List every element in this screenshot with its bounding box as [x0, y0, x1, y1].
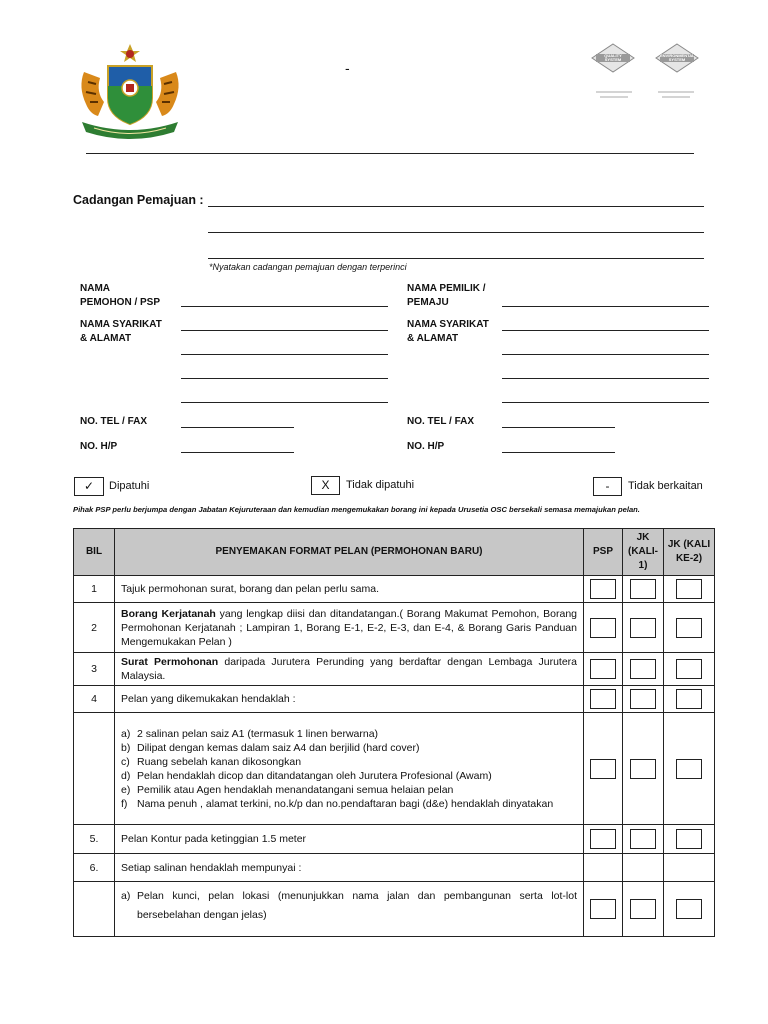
psp-checkbox[interactable]	[590, 579, 616, 599]
header-center-mark: -	[345, 60, 350, 76]
proposal-note: *Nyatakan cadangan pemajuan dengan terperinci	[209, 262, 407, 272]
header-title: PENYEMAKAN FORMAT PELAN (PERMOHONAN BARU)	[115, 529, 584, 576]
company-address-line-4[interactable]	[181, 402, 388, 403]
jk1-cell	[623, 882, 664, 937]
hp-line[interactable]	[181, 452, 294, 453]
proposal-label: Cadangan Pemajuan :	[73, 193, 204, 207]
row-number	[74, 882, 115, 937]
applicant-name-line[interactable]	[181, 306, 388, 307]
row-number	[74, 713, 115, 825]
proposal-input-line-3[interactable]	[208, 258, 704, 259]
psp-checkbox[interactable]	[590, 618, 616, 638]
tel-line[interactable]	[181, 427, 294, 428]
legend-not-complied-label: Tidak dipatuhi	[346, 479, 415, 491]
jk2-checkbox[interactable]	[676, 899, 702, 919]
table-row	[74, 713, 715, 825]
owner-address-line-2[interactable]	[502, 354, 709, 355]
owner-address-line-1[interactable]	[502, 330, 709, 331]
owner-label: NAMA PEMILIK / PEMAJU	[407, 283, 486, 308]
list-item: a) 2 salinan pelan saiz A1 (termasuk 1 linen berwarna)	[121, 727, 379, 740]
jk1-checkbox[interactable]	[630, 659, 656, 679]
jk2-checkbox[interactable]	[676, 618, 702, 638]
owner-hp-line[interactable]	[502, 452, 615, 453]
row-subitems	[115, 882, 584, 937]
jk2-cell	[664, 825, 715, 854]
cert-caption-left	[592, 88, 636, 100]
environmental-system-cert-title: ENVIRONMENTAL SYSTEM	[660, 53, 695, 62]
instruction-text: Pihak PSP perlu berjumpa dengan Jabatan Kejuruteraan dan kemudian mengemukakan borang ini kepada Urusetia OSC bersekali semasa memajukan pelan.	[73, 505, 640, 514]
psp-checkbox[interactable]	[590, 689, 616, 709]
header-jk2: JK (KALI KE-2)	[664, 529, 715, 576]
psp-cell	[584, 686, 623, 713]
quality-system-cert-icon	[588, 42, 638, 74]
jk1-cell	[623, 603, 664, 653]
owner-address-line-3[interactable]	[502, 378, 709, 379]
psp-checkbox[interactable]	[590, 659, 616, 679]
header-bil: BIL	[74, 529, 115, 576]
table-row	[74, 825, 715, 854]
table-row	[74, 854, 715, 882]
jk2-cell	[664, 686, 715, 713]
jk2-cell	[664, 882, 715, 937]
row-subitems	[115, 713, 584, 825]
jk1-cell	[623, 854, 664, 882]
list-item: b) Dilipat dengan kemas dalam saiz A4 dan berjilid (hard cover)	[121, 741, 420, 754]
environmental-system-cert-icon	[652, 42, 702, 74]
psp-cell	[584, 576, 623, 603]
row-number: 3	[74, 653, 115, 686]
jk1-cell	[623, 825, 664, 854]
list-item: f) Nama penuh , alamat terkini, no.k/p dan no.pendaftaran bagi (d&e) hendaklah dinyatakan	[121, 797, 554, 810]
table-row	[74, 653, 715, 686]
row-text: Tajuk permohonan surat, borang dan pelan perlu sama.	[115, 576, 584, 603]
company-address-line-3[interactable]	[181, 378, 388, 379]
row-number: 2	[74, 603, 115, 653]
legend-complied-symbol: ✓	[74, 477, 104, 496]
jk1-checkbox[interactable]	[630, 829, 656, 849]
jk2-cell	[664, 653, 715, 686]
quality-system-cert-title: QUALITY SYSTEM	[604, 53, 622, 62]
jk1-checkbox[interactable]	[630, 618, 656, 638]
list-item: c) Ruang sebelah kanan dikosongkan	[121, 755, 302, 768]
psp-cell	[584, 854, 623, 882]
jk2-cell	[664, 603, 715, 653]
applicant-label: NAMA PEMOHON / PSP	[80, 283, 161, 308]
owner-name-line[interactable]	[502, 306, 709, 307]
legend-complied-label: Dipatuhi	[109, 480, 150, 492]
owner-address-line-4[interactable]	[502, 402, 709, 403]
legend-na-symbol: -	[593, 477, 622, 496]
row-text: Pelan Kontur pada ketinggian 1.5 meter	[115, 825, 584, 854]
proposal-input-line-2[interactable]	[208, 232, 704, 233]
legend-na-label: Tidak berkaitan	[628, 480, 703, 492]
psp-cell	[584, 603, 623, 653]
psp-cell	[584, 882, 623, 937]
jk2-checkbox[interactable]	[676, 759, 702, 779]
tel-label: NO. TEL / FAX	[80, 416, 148, 427]
psp-cell	[584, 713, 623, 825]
row-number: 4	[74, 686, 115, 713]
jk1-cell	[623, 686, 664, 713]
list-item: a) Pelan kunci, pelan lokasi (menunjukkan nama jalan dan pembangunan serta lot-lot bersebelahan dengan jelas)	[121, 890, 577, 921]
jk1-checkbox[interactable]	[630, 689, 656, 709]
proposal-input-line-1[interactable]	[208, 206, 704, 207]
psp-cell	[584, 825, 623, 854]
jk1-cell	[623, 653, 664, 686]
row-number: 1	[74, 576, 115, 603]
table-row	[74, 603, 715, 653]
owner-hp-label: NO. H/P	[407, 441, 445, 452]
header-jk1: JK (KALI-1)	[623, 529, 664, 576]
psp-checkbox[interactable]	[590, 899, 616, 919]
jk1-checkbox[interactable]	[630, 899, 656, 919]
list-item: d) Pelan hendaklah dicop dan ditandatangan oleh Jurutera Profesional (Awam)	[121, 769, 492, 782]
company-address-line-1[interactable]	[181, 330, 388, 331]
table-row	[74, 686, 715, 713]
hp-label: NO. H/P	[80, 441, 118, 452]
header-psp: PSP	[584, 529, 623, 576]
jk2-checkbox[interactable]	[676, 659, 702, 679]
company-address-line-2[interactable]	[181, 354, 388, 355]
format-checklist-table	[73, 528, 715, 937]
row-text: Pelan yang dikemukakan hendaklah :	[115, 686, 584, 713]
owner-tel-label: NO. TEL / FAX	[407, 416, 475, 427]
row-number: 6.	[74, 854, 115, 882]
jk1-cell	[623, 713, 664, 825]
row-text: Surat Permohonan daripada Jurutera Perunding yang berdaftar dengan Lembaga Jurutera Malaysia.	[115, 653, 584, 686]
jk2-checkbox[interactable]	[676, 829, 702, 849]
table-header-row	[74, 529, 715, 576]
cert-caption-right	[654, 88, 698, 100]
jk2-cell	[664, 854, 715, 882]
psp-checkbox[interactable]	[590, 759, 616, 779]
owner-company-label: NAMA SYARIKAT & ALAMAT	[407, 319, 489, 344]
owner-tel-line[interactable]	[502, 427, 615, 428]
row-number: 5.	[74, 825, 115, 854]
coat-of-arms-logo	[74, 42, 186, 142]
psp-checkbox[interactable]	[590, 829, 616, 849]
jk2-cell	[664, 713, 715, 825]
jk2-checkbox[interactable]	[676, 689, 702, 709]
psp-cell	[584, 653, 623, 686]
table-row	[74, 882, 715, 937]
row-text: Borang Kerjatanah yang lengkap diisi dan ditandatangan.( Borang Makumat Pemohon, Borang Permohonan Kerjatanah ; Lampiran 1, Borang E-1, E-2, E-3, dan E-4, & Borang Garis Panduan Mengemukakan Pelan )	[115, 603, 584, 653]
jk1-cell	[623, 576, 664, 603]
legend-not-complied-symbol: X	[311, 476, 340, 495]
jk1-checkbox[interactable]	[630, 579, 656, 599]
company-label: NAMA SYARIKAT & ALAMAT	[80, 319, 162, 344]
jk2-checkbox[interactable]	[676, 579, 702, 599]
table-row	[74, 576, 715, 603]
jk1-checkbox[interactable]	[630, 759, 656, 779]
row-text: Setiap salinan hendaklah mempunyai :	[115, 854, 584, 882]
list-item: e) Pemilik atau Agen hendaklah menandatangani semua helaian pelan	[121, 783, 454, 796]
header-divider	[86, 153, 694, 154]
jk2-cell	[664, 576, 715, 603]
